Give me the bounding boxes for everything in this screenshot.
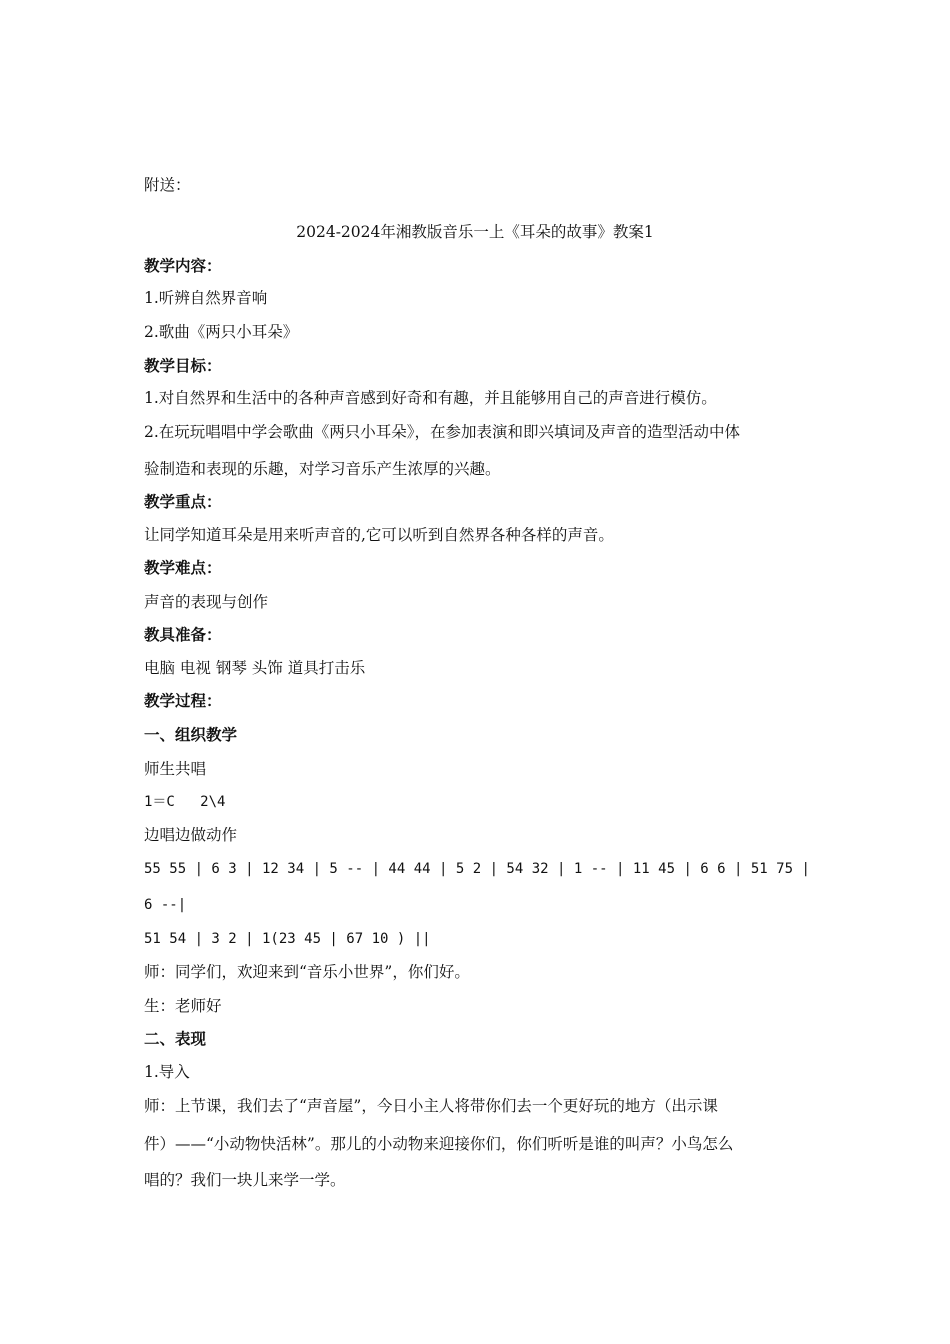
section-1-action: 边唱边做动作 xyxy=(144,826,238,844)
score-line-1: 55 55 | 6 3 | 12 34 | 5 -- | 44 44 | 5 2 | 54 32 | 1 -- | 11 45 | 6 6 | 51 75 | xyxy=(144,861,810,877)
section-2-paragraph-line-3: 唱的？我们一块儿来学一学。 xyxy=(144,1171,346,1189)
intro-text: 附送： xyxy=(144,176,191,194)
section-1-sing: 师生共唱 xyxy=(144,760,207,778)
section-1-heading: 一、组织教学 xyxy=(144,726,238,744)
difficulty-heading: 教学难点： xyxy=(144,559,222,577)
key-text: 让同学知道耳朵是用来听声音的,它可以听到自然界各种各样的声音。 xyxy=(144,526,614,544)
difficulty-text: 声音的表现与创作 xyxy=(144,593,269,611)
tools-text: 电脑 电视 钢琴 头饰 道具打击乐 xyxy=(144,659,366,677)
goal-1: 1.对自然界和生活中的各种声音感到好奇和有趣，并且能够用自己的声音进行模仿。 xyxy=(144,389,717,407)
tools-heading: 教具准备： xyxy=(144,626,222,644)
process-heading: 教学过程： xyxy=(144,692,222,710)
section-2-sub: 1.导入 xyxy=(144,1063,190,1081)
document-title: 2024-2024年湘教版音乐一上《耳朵的故事》教案1 xyxy=(296,223,654,241)
section-2-paragraph-line-2: 件）——“小动物快活林”。那儿的小动物来迎接你们，你们听听是谁的叫声？小鸟怎么 xyxy=(144,1135,734,1153)
content-item-1: 1.听辨自然界音响 xyxy=(144,289,268,307)
score-line-2: 6 --| xyxy=(144,897,187,913)
section-2-heading: 二、表现 xyxy=(144,1030,207,1048)
goal-2-line-1: 2.在玩玩唱唱中学会歌曲《两只小耳朵》，在参加表演和即兴填词及声音的造型活动中体 xyxy=(144,423,741,441)
goals-heading: 教学目标： xyxy=(144,357,222,375)
dialogue-teacher: 师：同学们，欢迎来到“音乐小世界”，你们好。 xyxy=(144,963,470,981)
goal-2-line-2: 验制造和表现的乐趣，对学习音乐产生浓厚的兴趣。 xyxy=(144,460,501,478)
section-1-key: 1＝C 2\4 xyxy=(144,794,226,810)
dialogue-student: 生：老师好 xyxy=(144,997,222,1015)
section-2-paragraph-line-1: 师：上节课，我们去了“声音屋”，今日小主人将带你们去一个更好玩的地方（出示课 xyxy=(144,1097,718,1115)
key-heading: 教学重点： xyxy=(144,493,222,511)
content-item-2: 2.歌曲《两只小耳朵》 xyxy=(144,323,299,341)
content-heading: 教学内容： xyxy=(144,257,222,275)
score-line-3: 51 54 | 3 2 | 1(23 45 | 67 10 ) || xyxy=(144,931,431,947)
